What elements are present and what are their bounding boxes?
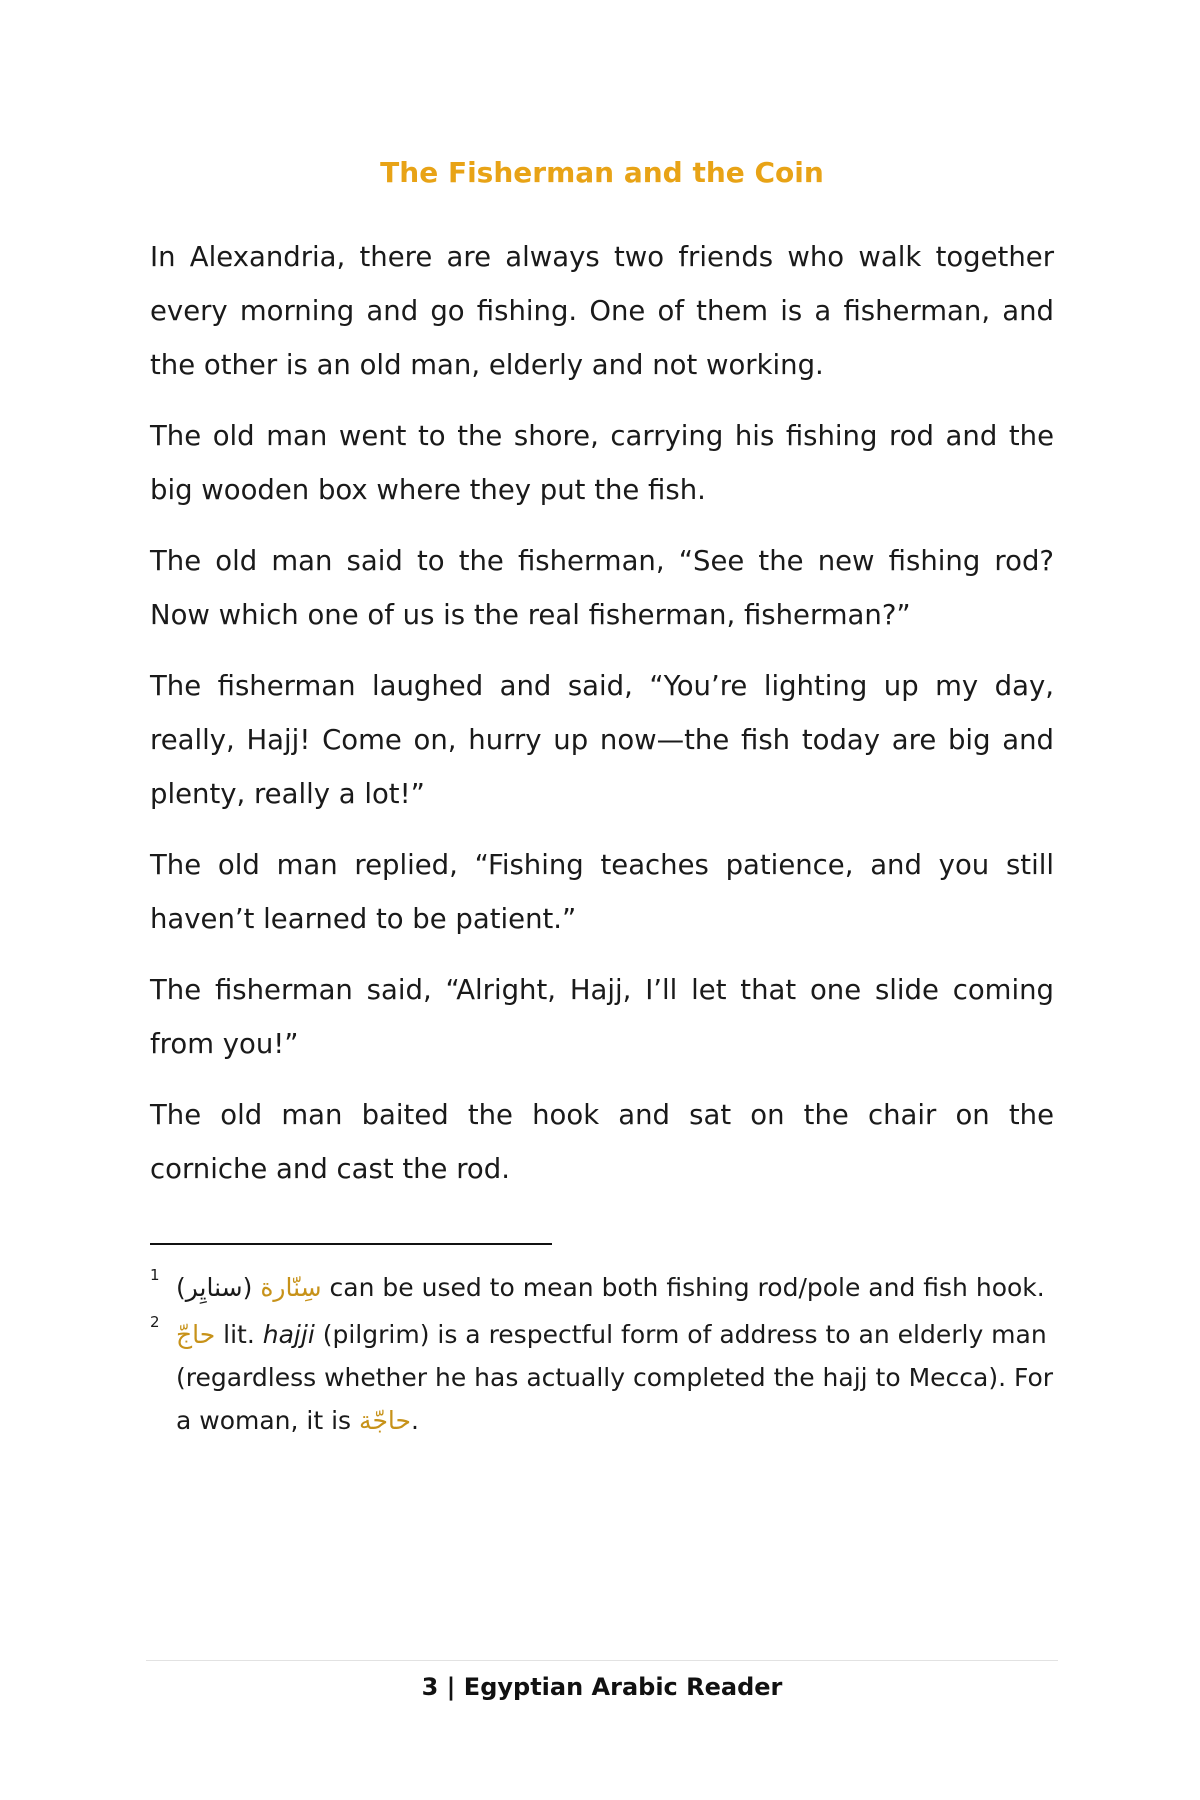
footnote-marker: 2 <box>150 1313 160 1331</box>
footer-separator: | <box>438 1673 464 1701</box>
paragraph: The old man said to the fisherman, “See the new fishing rod? Now which one of us is the real fisherman, fisherman?” <box>150 545 1054 631</box>
footnotes <box>150 1266 1054 1446</box>
paragraph: The old man baited the hook and sat on the chair on the corniche and cast the rod. <box>150 1099 1054 1185</box>
footnote-marker: 1 <box>150 1266 160 1284</box>
story-title: The Fisherman and the Coin <box>380 156 824 189</box>
paragraph: The fisherman said, “Alright, Hajj, I’ll let that one slide coming from you!” <box>150 974 1054 1060</box>
footnote-italic-term: hajji <box>262 1320 315 1349</box>
paragraph: The fisherman laughed and said, “You’re lighting up my day, really, Hajj! Come on, hurry up now—the fish today are big and plenty, really a lot!” <box>150 670 1054 810</box>
footnote-text: lit. <box>215 1320 263 1349</box>
arabic-plural: (سنايِر) <box>176 1273 253 1302</box>
footnote-1 <box>150 1266 1054 1309</box>
page-number: 3 <box>421 1673 439 1701</box>
book-title: Egyptian Arabic Reader <box>463 1673 783 1701</box>
arabic-word: سِنّارة <box>260 1273 322 1302</box>
footnote-text: (pilgrim) is a respectful form of address to an elderly man (regardless whether he has actually completed the hajj to Mecca). For a woman, it is <box>176 1320 1054 1435</box>
footnote-divider <box>150 1243 552 1245</box>
story-body <box>150 230 1054 1213</box>
paragraph: The old man replied, “Fishing teaches patience, and you still haven’t learned to be patient.” <box>150 849 1054 935</box>
paragraph: In Alexandria, there are always two friends who walk together every morning and go fishing. One of them is a fisherman, and the other is an old man, elderly and not working. <box>150 241 1054 381</box>
arabic-feminine-word: حاجّة <box>359 1406 411 1435</box>
footnote-text: . <box>410 1406 419 1435</box>
document-page <box>150 0 1054 1800</box>
paragraph: The old man went to the shore, carrying his fishing rod and the big wooden box where they put the fish. <box>150 420 1054 506</box>
footer-divider <box>146 1660 1058 1661</box>
footnote-2 <box>150 1313 1054 1442</box>
page-footer <box>150 1670 1054 1704</box>
footnote-text: can be used to mean both fishing rod/pole and fish hook. <box>321 1273 1045 1302</box>
arabic-word: حاجّ <box>176 1320 216 1349</box>
